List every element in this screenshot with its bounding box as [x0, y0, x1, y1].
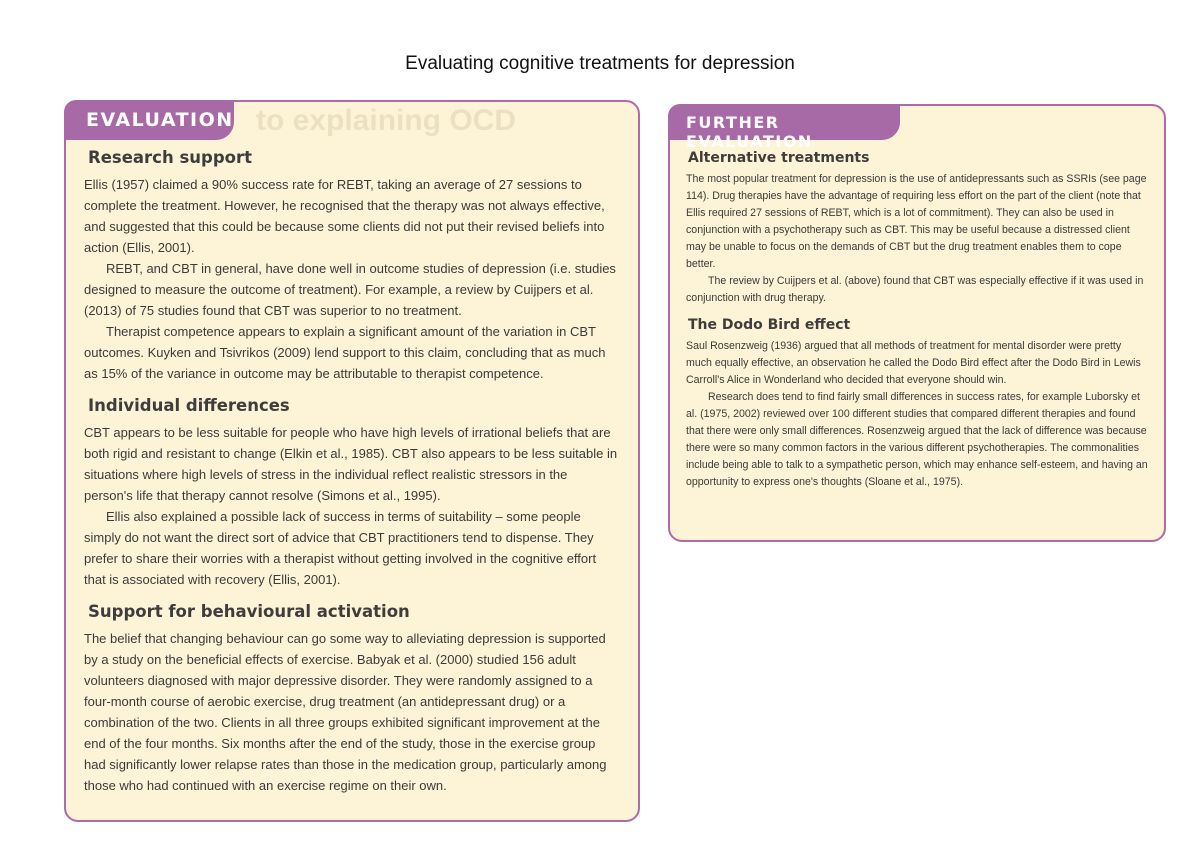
paragraph: The belief that changing behaviour can go some way to alleviating depression is supported by a study on the beneficial effects of exercise. Babyak et al. (2000) studied 156 adult volunteers diagnosed with major depressive disorder. They were randomly assigned to a four-month course of aerobic exercise, drug treatment (an antidepressant drug) or a combination of the two. Clients in all three groups exhibited significant improvement at the end of the four months. Six months after the end of the study, those in the exercise group had significantly lower relapse rates than those in the medication group, particularly among those who had continued with an exercise regime on their own.: [84, 631, 607, 793]
paragraph: The most popular treatment for depression is the use of antidepressants such as SSRIs (see page 114). Drug therapies have the advantage of requiring less effort on the part of the client (note that Ellis required 27 sessions of REBT, which is a lot of commitment). They can also be used in conjunction with a psychotherapy such as CBT. This may be useful because a distressed client may be unable to focus on the demands of CBT but the drug treatment enables them to cope better.: [686, 173, 1147, 270]
evaluation-tab: EVALUATION: [64, 100, 234, 140]
paragraph: The review by Cuijpers et al. (above) found that CBT was especially effective if it was used in conjunction with drug therapy.: [686, 275, 1144, 304]
section-behavioural-activation: [84, 602, 618, 796]
further-evaluation-box: [668, 104, 1166, 542]
section-individual-differences: [84, 396, 618, 590]
paragraph: CBT appears to be less suitable for people who have high levels of irrational beliefs that are both rigid and resistant to change (Elkin et al., 1985). CBT also appears to be less suitable in situations where high levels of stress in the individual reflect realistic stressors in the person's life that therapy cannot resolve (Simons et al., 1995).: [84, 425, 618, 503]
evaluation-content: [84, 148, 618, 806]
paragraph: Saul Rosenzweig (1936) argued that all methods of treatment for mental disorder were pretty much equally effective, an observation he called the Dodo Bird effect after the Dodo Bird in Lewis Carroll's Alice in Wonderland who decided that everyone should win.: [686, 340, 1141, 386]
paragraph: Ellis (1957) claimed a 90% success rate for REBT, taking an average of 27 sessions to complete the treatment. However, he recognised that the therapy was not always effective, and suggested that this could be because some clients did not put their revised beliefs into action (Ellis, 2001).: [84, 177, 605, 255]
paragraph: Therapist competence appears to explain a significant amount of the variation in CBT outcomes. Kuyken and Tsivrikos (2009) lend support to this claim, concluding that as much as 15% of the variance in outcome may be attributable to therapist competence.: [84, 324, 606, 381]
paragraph: REBT, and CBT in general, have done well in outcome studies of depression (i.e. studies designed to measure the outcome of treatment). For example, a review by Cuijpers et al. (2013) of 75 studies found that CBT was superior to no treatment.: [84, 261, 616, 318]
further-evaluation-content: [686, 150, 1148, 501]
section-heading: Alternative treatments: [688, 150, 870, 166]
paragraph: Ellis also explained a possible lack of success in terms of suitability – some people simply do not want the direct sort of advice that CBT practitioners tend to dispense. They prefer to share their worries with a therapist without getting involved in the cognitive effort that is associated with recovery (Ellis, 2001).: [84, 509, 597, 587]
section-heading: Support for behavioural activation: [88, 602, 410, 621]
paragraph: Research does tend to find fairly small differences in success rates, for example Luborsky et al. (1975, 2002) reviewed over 100 different studies that compared different therapies and found that there were only small differences. Rosenzweig argued that the lack of difference was because there were so many common factors in the various different psychotherapies. The commonalities include being able to talk to a sympathetic person, which may enhance self-esteem, and having an opportunity to express one's thoughts (Sloane et al., 1975).: [686, 391, 1148, 488]
page-title: Evaluating cognitive treatments for depression: [405, 53, 795, 74]
section-alternative-treatments: [686, 150, 1148, 307]
section-heading: The Dodo Bird effect: [688, 317, 851, 333]
further-evaluation-tab: FURTHER EVALUATION: [668, 104, 900, 140]
section-dodo-bird-effect: [686, 317, 1148, 491]
section-heading: Individual differences: [88, 396, 290, 415]
section-heading: Research support: [88, 148, 253, 167]
evaluation-box: [64, 100, 640, 822]
section-research-support: [84, 148, 618, 384]
background-ghost-text: to explaining OCD: [256, 104, 517, 137]
